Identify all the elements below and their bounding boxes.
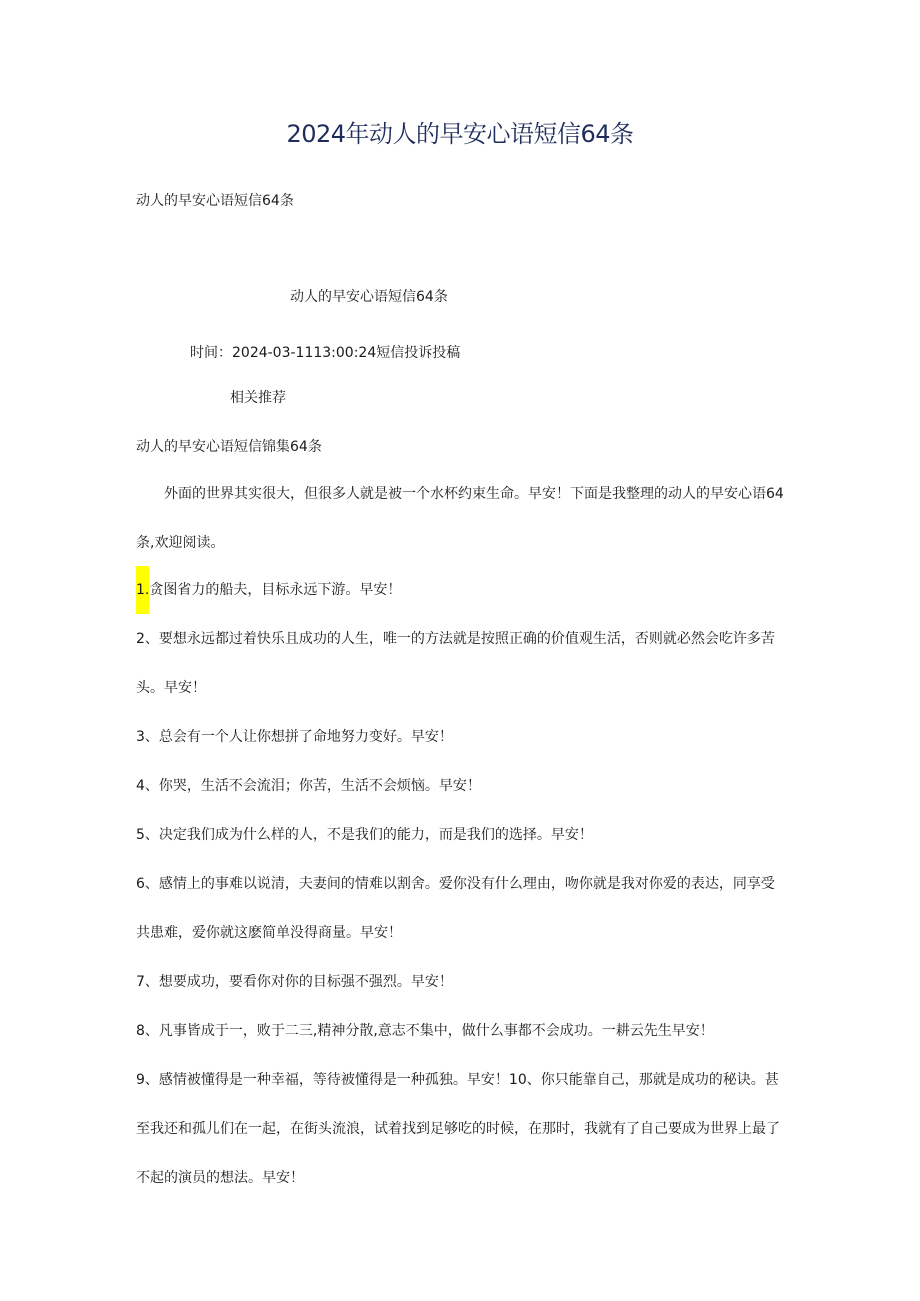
article-meta: 时间：2024-03-1113:00:24短信投诉投稿 — [190, 345, 461, 361]
list-item-4: 4、你哭，生活不会流泪；你苦，生活不会烦恼。早安！ — [136, 778, 481, 794]
collection-title: 动人的早安心语短信锦集64条 — [136, 439, 322, 455]
list-item-7: 7、想要成功，要看你对你的目标强不强烈。早安！ — [136, 974, 453, 990]
document-subtitle: 动人的早安心语短信64条 — [136, 193, 294, 209]
list-item-3: 3、总会有一个人让你想拼了命地努力变好。早安！ — [136, 729, 453, 745]
list-item-text: 贪图省力的船夫，目标永远下游。早安！ — [149, 582, 402, 598]
list-item-8: 8、凡事皆成于一，败于二三,精神分散,意志不集中，做什么事都不会成功。一耕云先生早安！ — [136, 1023, 714, 1039]
list-item-9: 9、感情被懂得是一种幸福，等待被懂得是一种孤独。早安！10、你只能靠自己，那就是成功的秘诀。甚至我还和孤儿们在一起，在街头流浪，试着找到足够吃的时候，在那时，我就有了自己要成为世界上最了不起的演员的想法。早安！ — [136, 1072, 780, 1186]
article-title: 动人的早安心语短信64条 — [290, 289, 448, 305]
list-item-2: 2、要想永远都过着快乐且成功的人生，唯一的方法就是按照正确的价值观生活，否则就必然会吃许多苦头。早安！ — [136, 631, 775, 696]
highlight-marker: 1. — [136, 566, 149, 614]
related-label: 相关推荐 — [230, 390, 286, 406]
document-title: 2024年动人的早安心语短信64条 — [286, 120, 634, 148]
list-item-5: 5、决定我们成为什么样的人，不是我们的能力，而是我们的选择。早安！ — [136, 827, 593, 843]
list-item-1 — [136, 566, 786, 615]
intro-paragraph: 外面的世界其实很大，但很多人就是被一个水杯约束生命。早安！下面是我整理的动人的早安心语64条,欢迎阅读。 — [136, 486, 784, 551]
list-item-6: 6、感情上的事难以说清，夫妻间的情难以割舍。爱你没有什么理由，吻你就是我对你爱的表达，同享受共患难，爱你就这麽简单没得商量。早安！ — [136, 876, 775, 941]
